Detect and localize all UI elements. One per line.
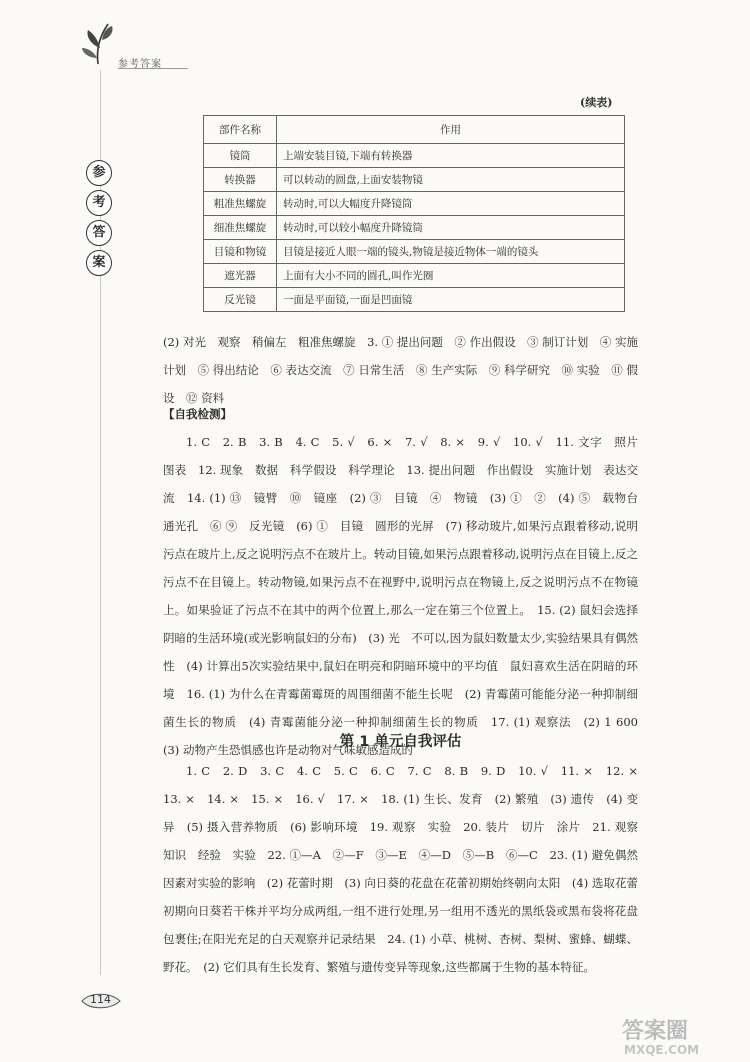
table-row <box>204 264 625 288</box>
part-function: 上面有大小不同的圆孔,叫作光圈 <box>277 264 625 288</box>
self-check-heading: 【自我检测】 <box>163 407 232 421</box>
unit-title: 第 1 单元自我评估 <box>339 734 462 750</box>
header-title: 参考答案 <box>118 59 162 70</box>
part-function: 目镜是接近人眼一端的镜头,物镜是接近物体一端的镜头 <box>277 240 625 264</box>
part-function: 一面是平面镜,一面是凹面镜 <box>277 288 625 312</box>
watermark-line1: 答案圈 <box>622 1019 689 1044</box>
table-row <box>204 288 625 312</box>
part-name: 遮光器 <box>204 264 277 288</box>
part-name: 转换器 <box>204 168 277 192</box>
side-tab-char: 参 <box>86 160 112 186</box>
side-tab-char: 答 <box>86 220 112 246</box>
table-row <box>204 144 625 168</box>
microscope-parts-table <box>203 115 625 312</box>
self-check-section <box>163 400 650 764</box>
table-row <box>204 216 625 240</box>
part-function: 转动时,可以大幅度升降镜筒 <box>277 192 625 216</box>
table-row <box>204 192 625 216</box>
part-name: 镜筒 <box>204 144 277 168</box>
header-divider <box>118 68 188 69</box>
part-name: 反光镜 <box>204 288 277 312</box>
answer-paragraph: 1. C 2. D 3. C 4. C 5. C 6. C 7. C 8. B 9. D 10. √ 11. × 12. × 13. × 14. × 15. × 16. √ 17. × 18. (1) 生长、发育 (2) 繁殖 (3) 遗传 (4) 变异 (5) 摄入营养物质 (6) 影响环境 19. 观察 实验 20. 装片 切片 涂片 21. 观察 知识 经验 实验 22. ①—A ②—F ③—E ④—D ⑤—B ⑥—C 23. (1) 避免偶然因素对实验的影响 (2) 花蕾时期 (3) 向日葵的花盘在花蕾初期始终朝向太阳 (4) 选取花蕾初期向日葵若干株并平均分成两组,一组不进行处理,另一组用不透光的黑纸袋或黑布袋将花盘包裹住;在阳光充足的白天观察并记录结果 24. (1) 小草、桃树、杏树、梨树、蜜蜂、蝴蝶、野花。 (2) 它们具有生长发育、繁殖与遗传变异等现象,这些都属于生物的基本特征。 <box>163 764 650 974</box>
side-tab <box>86 160 114 276</box>
column-header: 部件名称 <box>204 116 277 144</box>
leaf-ornament-icon <box>78 18 118 66</box>
table-row <box>204 240 625 264</box>
watermark-logo <box>618 1012 743 1058</box>
page-number-badge <box>80 990 124 1012</box>
watermark-line2: MXQE.COM <box>624 1043 700 1057</box>
column-header: 作用 <box>277 116 625 144</box>
part-name: 目镜和物镜 <box>204 240 277 264</box>
part-function: 可以转动的圆盘,上面安装物镜 <box>277 168 625 192</box>
answer-paragraph: 1. C 2. B 3. B 4. C 5. √ 6. × 7. √ 8. × 9. √ 10. √ 11. 文字 照片 图表 12. 现象 数据 科学假设 科学理论 13. 提出问题 作出假设 实施计划 表达交流 14. (1) ⑬ 镜臂 ⑩ 镜座 (2) ③ 目镜 ④ 物镜 (3) ① ② (4) ⑤ 载物台 通光孔 ⑥ ⑨ 反光镜 (6) ① 目镜 圆形的光屏 (7) 移动玻片,如果污点跟着移动,说明污点在玻片上,反之说明污点不在玻片上。转动目镜,如果污点跟着移动,说明污点在目镜上,反之污点不在目镜上。转动物镜,如果污点不在视野中,说明污点在物镜上,反之说明污点不在物镜上。如果验证了污点不在其中的两个位置上,那么一定在第三个位置上。 15. (2) 鼠妇会选择阴暗的生活环境(或光影响鼠妇的分布) (3) 光 不可以,因为鼠妇数量太少,实验结果具有偶然性 (4) 计算出5次实验结果中,鼠妇在明亮和阴暗环境中的平均值 鼠妇喜欢生活在阴暗的环境 16. (1) 为什么在青霉菌霉斑的周围细菌不能生长呢 (2) 青霉菌可能能分泌一种抑制细菌生长的物质 (4) 青霉菌能分泌一种抑制细菌生长的物质 17. (1) 观察法 (2) 1 600 (3) 动物产生恐惧感也许是动物对气味敏感造成的 <box>163 435 650 757</box>
side-tab-char: 考 <box>86 190 112 216</box>
answer-paragraph: (2) 对光 观察 稍偏左 粗准焦螺旋 3. ① 提出问题 ② 作出假设 ③ 制订计划 ④ 实施计划 ⑤ 得出结论 ⑥ 表达交流 ⑦ 日常生活 ⑧ 生产实际 ⑨ 科学研究 ⑩ 实验 ⑪ 假设 ⑫ 资料 <box>163 335 638 405</box>
part-function: 上端安装目镜,下端有转换器 <box>277 144 625 168</box>
part-name: 粗准焦螺旋 <box>204 192 277 216</box>
part-function: 转动时,可以较小幅度升降镜筒 <box>277 216 625 240</box>
unit-assessment-section <box>163 757 650 981</box>
table-continued-label: (续表) <box>580 96 613 109</box>
table-row <box>204 168 625 192</box>
page-number: 114 <box>90 993 111 1006</box>
side-tab-char: 案 <box>86 250 112 276</box>
table-header-row <box>204 116 625 144</box>
part-name: 细准焦螺旋 <box>204 216 277 240</box>
